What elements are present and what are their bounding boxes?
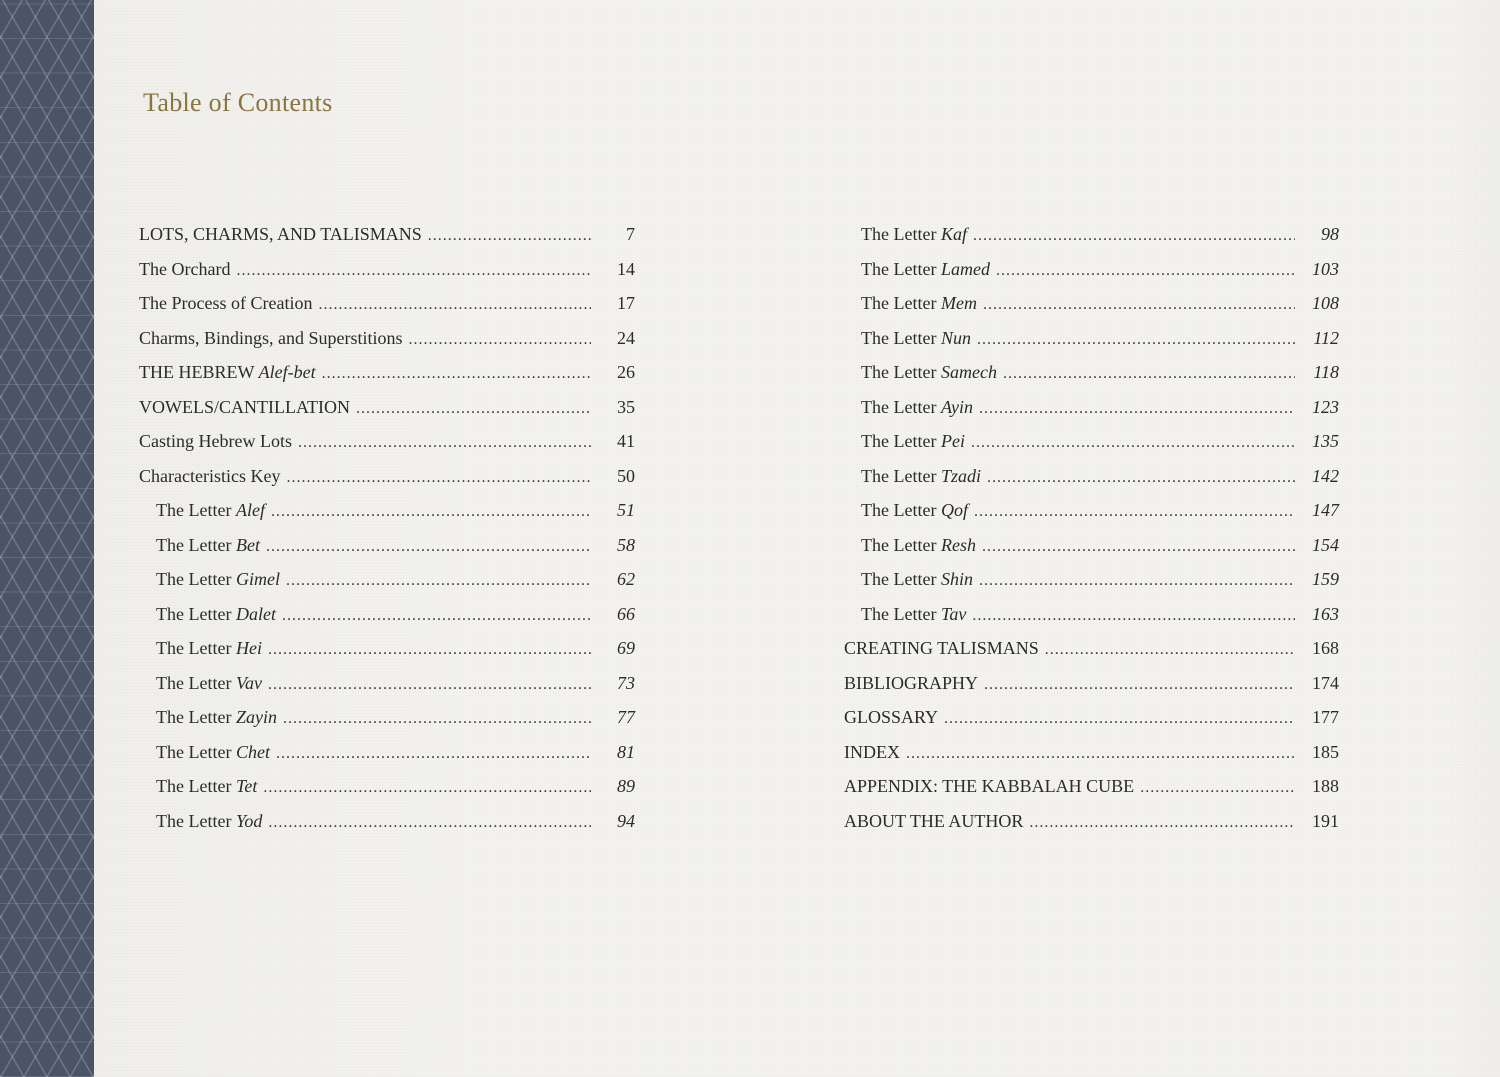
toc-entry-label — [861, 259, 990, 280]
toc-entry — [139, 638, 635, 673]
dot-leader — [409, 331, 591, 349]
toc-entry-italic-text: Ayin — [940, 396, 973, 417]
toc-entry-label — [139, 397, 350, 418]
toc-entry-text: The Letter — [861, 293, 941, 313]
toc-entry-label — [139, 224, 422, 245]
toc-entry-italic-text: Gimel — [235, 569, 280, 589]
toc-page-number: 7 — [626, 224, 635, 244]
toc-entry — [139, 673, 635, 708]
dot-leader — [286, 572, 591, 590]
toc-entry — [844, 397, 1339, 432]
toc-entry-text: The Letter — [156, 534, 236, 555]
toc-entry-label — [844, 707, 938, 728]
toc-entry-label — [861, 569, 973, 590]
toc-right-column — [844, 224, 1339, 845]
toc-entry-text: Characteristics Key — [139, 465, 281, 486]
toc-page-number: 163 — [1312, 603, 1339, 624]
toc-entry — [844, 673, 1339, 708]
toc-page-number: 69 — [617, 638, 635, 658]
toc-page-number: 58 — [617, 534, 635, 555]
dot-leader — [428, 227, 591, 245]
toc-entry-text: The Letter — [861, 327, 941, 348]
toc-entry-label — [861, 431, 965, 452]
toc-page-number: 188 — [1312, 776, 1339, 796]
dot-leader — [996, 262, 1295, 280]
toc-entry-italic-text: Resh — [940, 534, 976, 555]
toc-entry-label — [861, 466, 981, 487]
dot-leader — [979, 572, 1295, 590]
toc-page-number: 123 — [1312, 396, 1339, 417]
dot-leader — [1045, 641, 1295, 659]
dot-leader — [1029, 814, 1295, 832]
toc-entry-text: The Process of Creation — [139, 293, 313, 313]
toc-entry-italic-text: Tav — [940, 603, 967, 624]
toc-entry-label — [156, 742, 270, 763]
toc-entry-text: INDEX — [844, 741, 900, 762]
toc-page-number: 185 — [1312, 741, 1339, 762]
toc-page-number: 81 — [617, 741, 635, 762]
toc-entry-label — [861, 362, 997, 383]
toc-page-number: 51 — [617, 500, 635, 520]
toc-page-number: 50 — [617, 465, 635, 486]
toc-entry-label — [861, 535, 976, 556]
dot-leader — [263, 779, 591, 797]
toc-entry — [139, 535, 635, 570]
toc-page-number: 35 — [617, 396, 635, 417]
toc-entry-text: BIBLIOGRAPHY — [844, 672, 979, 693]
toc-entry — [844, 535, 1339, 570]
toc-entry-label — [156, 811, 262, 832]
toc-page-number: 154 — [1312, 534, 1339, 555]
toc-entry-text: VOWELS/CANTILLATION — [139, 396, 350, 417]
toc-entry — [139, 742, 635, 777]
toc-entry-italic-text: Qof — [940, 500, 968, 520]
dot-leader — [268, 676, 591, 694]
toc-entry-text: The Letter — [156, 638, 236, 658]
toc-entry-text: The Letter — [156, 672, 236, 693]
toc-entry-label — [139, 362, 316, 383]
toc-entry-text: The Orchard — [139, 258, 231, 279]
toc-entry-italic-text: Shin — [940, 569, 973, 589]
toc-entry-text: The Letter — [156, 569, 236, 589]
toc-page-number: 112 — [1313, 327, 1339, 348]
toc-entry-label — [156, 638, 262, 659]
toc-entry-text: The Letter — [861, 603, 941, 624]
toc-entry-label — [156, 673, 262, 694]
toc-page-number: 77 — [617, 707, 635, 727]
toc-entry-label — [139, 431, 292, 452]
toc-page-number: 17 — [617, 293, 635, 313]
toc-entry-label — [844, 742, 900, 763]
toc-entry-text: ABOUT THE AUTHOR — [844, 810, 1024, 831]
toc-entry-label — [861, 500, 968, 521]
toc-entry-label — [861, 328, 971, 349]
dot-leader — [268, 814, 591, 832]
toc-entry — [139, 466, 635, 501]
toc-entry-label — [156, 500, 265, 521]
toc-entry-text: The Letter — [861, 396, 941, 417]
dot-leader — [1140, 779, 1295, 797]
toc-entry-italic-text: Mem — [940, 293, 977, 313]
toc-page-number: 26 — [617, 362, 635, 382]
toc-entry-label — [844, 811, 1023, 832]
toc-entry-label — [156, 707, 277, 728]
dot-leader — [972, 607, 1295, 625]
dot-leader — [1003, 365, 1295, 383]
toc-entry-label — [861, 293, 977, 314]
toc-entry — [139, 500, 635, 535]
toc-entry — [844, 328, 1339, 363]
toc-page-number: 24 — [617, 327, 635, 348]
toc-entry-italic-text: Alef — [235, 500, 265, 520]
toc-entry-label — [139, 293, 312, 314]
toc-entry — [844, 500, 1339, 535]
toc-entry — [139, 328, 635, 363]
toc-entry-text: The Letter — [861, 431, 941, 451]
decorative-side-band — [0, 0, 94, 1077]
dot-leader — [944, 710, 1295, 728]
toc-entry-label — [844, 638, 1039, 659]
toc-entry-text: The Letter — [861, 258, 941, 279]
dot-leader — [971, 434, 1295, 452]
toc-entry — [844, 259, 1339, 294]
dot-leader — [266, 538, 591, 556]
toc-entry-label — [844, 673, 978, 694]
page-title: Table of Contents — [143, 88, 333, 117]
toc-entry-label — [139, 466, 280, 487]
toc-entry-italic-text: Tet — [235, 776, 258, 796]
toc-entry — [139, 604, 635, 639]
dot-leader — [271, 503, 591, 521]
toc-entry — [139, 811, 635, 846]
toc-entry-text: APPENDIX: THE KABBALAH CUBE — [844, 776, 1135, 796]
toc-entry — [844, 776, 1339, 811]
toc-page-number: 147 — [1312, 500, 1339, 520]
toc-page-number: 73 — [617, 672, 635, 693]
toc-page-number: 62 — [617, 569, 635, 589]
toc-entry — [139, 362, 635, 397]
toc-entry-text: The Letter — [156, 741, 236, 762]
toc-page-number: 89 — [617, 776, 635, 796]
toc-entry — [139, 293, 635, 328]
toc-entry-italic-text: Lamed — [940, 258, 990, 279]
toc-entry — [139, 569, 635, 604]
toc-entry-text: The Letter — [156, 500, 236, 520]
toc-entry-italic-text: Samech — [940, 362, 997, 382]
dot-leader — [298, 434, 591, 452]
dot-leader — [982, 538, 1295, 556]
dot-leader — [984, 676, 1295, 694]
toc-entry-italic-text: Bet — [235, 534, 260, 555]
dot-leader — [356, 400, 591, 418]
toc-entry-italic-text: Zayin — [235, 707, 277, 727]
toc-entry — [844, 604, 1339, 639]
toc-entry — [139, 259, 635, 294]
toc-entry — [844, 466, 1339, 501]
toc-entry — [844, 362, 1339, 397]
toc-entry-italic-text: Pei — [940, 431, 965, 451]
toc-page-number: 135 — [1312, 431, 1339, 451]
dot-leader — [322, 365, 591, 383]
toc-entry-text: The Letter — [156, 776, 236, 796]
toc-entry — [844, 224, 1339, 259]
toc-entry-label — [156, 604, 276, 625]
dot-leader — [906, 745, 1295, 763]
toc-entry-italic-text: Kaf — [940, 224, 967, 244]
toc-entry-label — [861, 224, 967, 245]
toc-entry-italic-text: Tzadi — [940, 465, 981, 486]
toc-entry-text: CREATING TALISMANS — [844, 638, 1039, 658]
toc-entry-text: The Letter — [861, 500, 941, 520]
toc-page-number: 177 — [1312, 707, 1339, 727]
toc-entry-italic-text: Dalet — [235, 603, 276, 624]
toc-page-number: 159 — [1312, 569, 1339, 589]
toc-entry-italic-text: Yod — [235, 810, 263, 831]
toc-entry-italic-text: Nun — [940, 327, 971, 348]
dot-leader — [268, 641, 591, 659]
toc-entry — [844, 742, 1339, 777]
dot-leader — [283, 710, 591, 728]
toc-page-number: 191 — [1312, 810, 1339, 831]
dot-leader — [987, 469, 1295, 487]
dot-leader — [974, 503, 1295, 521]
toc-entry-italic-text: Alef-bet — [258, 362, 316, 382]
toc-page-number: 41 — [617, 431, 635, 451]
toc-entry-text: Casting Hebrew Lots — [139, 431, 292, 451]
dot-leader — [286, 469, 591, 487]
toc-entry — [139, 776, 635, 811]
toc-entry-text: The Letter — [861, 465, 941, 486]
toc-entry-label — [139, 328, 403, 349]
toc-page-number: 142 — [1312, 465, 1339, 486]
dot-leader — [318, 296, 591, 314]
toc-entry-label — [844, 776, 1134, 797]
dot-leader — [977, 331, 1295, 349]
toc-page-number: 168 — [1312, 638, 1339, 658]
toc-left-column — [139, 224, 635, 845]
toc-entry-label — [156, 535, 260, 556]
toc-page-number: 66 — [617, 603, 635, 624]
toc-entry-text: The Letter — [861, 362, 941, 382]
toc-entry — [139, 224, 635, 259]
dot-leader — [236, 262, 591, 280]
dot-leader — [983, 296, 1295, 314]
toc-entry-text: The Letter — [156, 810, 236, 831]
toc-entry-text: GLOSSARY — [844, 707, 939, 727]
toc-entry-italic-text: Chet — [235, 741, 270, 762]
toc-page-number: 103 — [1312, 258, 1339, 279]
dot-leader — [282, 607, 591, 625]
toc-entry — [139, 397, 635, 432]
toc-entry-label — [156, 776, 257, 797]
toc-entry-text: THE HEBREW — [139, 362, 259, 382]
toc-entry — [844, 431, 1339, 466]
toc-entry — [844, 638, 1339, 673]
toc-entry — [844, 707, 1339, 742]
toc-entry — [844, 811, 1339, 846]
toc-page-number: 174 — [1312, 672, 1339, 693]
toc-entry-italic-text: Hei — [235, 638, 262, 658]
toc-page-number: 94 — [617, 810, 635, 831]
toc-entry-italic-text: Vav — [235, 672, 262, 693]
toc-page-number: 98 — [1321, 224, 1339, 244]
dot-leader — [276, 745, 591, 763]
toc-entry-label — [156, 569, 280, 590]
toc-entry — [139, 431, 635, 466]
toc-entry — [844, 569, 1339, 604]
toc-entry-text: The Letter — [861, 224, 941, 244]
toc-page-number: 118 — [1313, 362, 1339, 382]
toc-entry — [139, 707, 635, 742]
toc-entry — [844, 293, 1339, 328]
toc-entry-label — [861, 397, 973, 418]
toc-entry-text: LOTS, CHARMS, AND TALISMANS — [139, 224, 422, 244]
toc-entry-label — [861, 604, 966, 625]
toc-page-number: 108 — [1312, 293, 1339, 313]
toc-entry-label — [139, 259, 230, 280]
dot-leader — [979, 400, 1295, 418]
toc-entry-text: The Letter — [861, 569, 941, 589]
dot-leader — [973, 227, 1295, 245]
toc-entry-text: The Letter — [861, 534, 941, 555]
toc-entry-text: The Letter — [156, 603, 236, 624]
toc-entry-text: Charms, Bindings, and Superstitions — [139, 327, 403, 348]
toc-entry-text: The Letter — [156, 707, 236, 727]
toc-page-number: 14 — [617, 258, 635, 279]
